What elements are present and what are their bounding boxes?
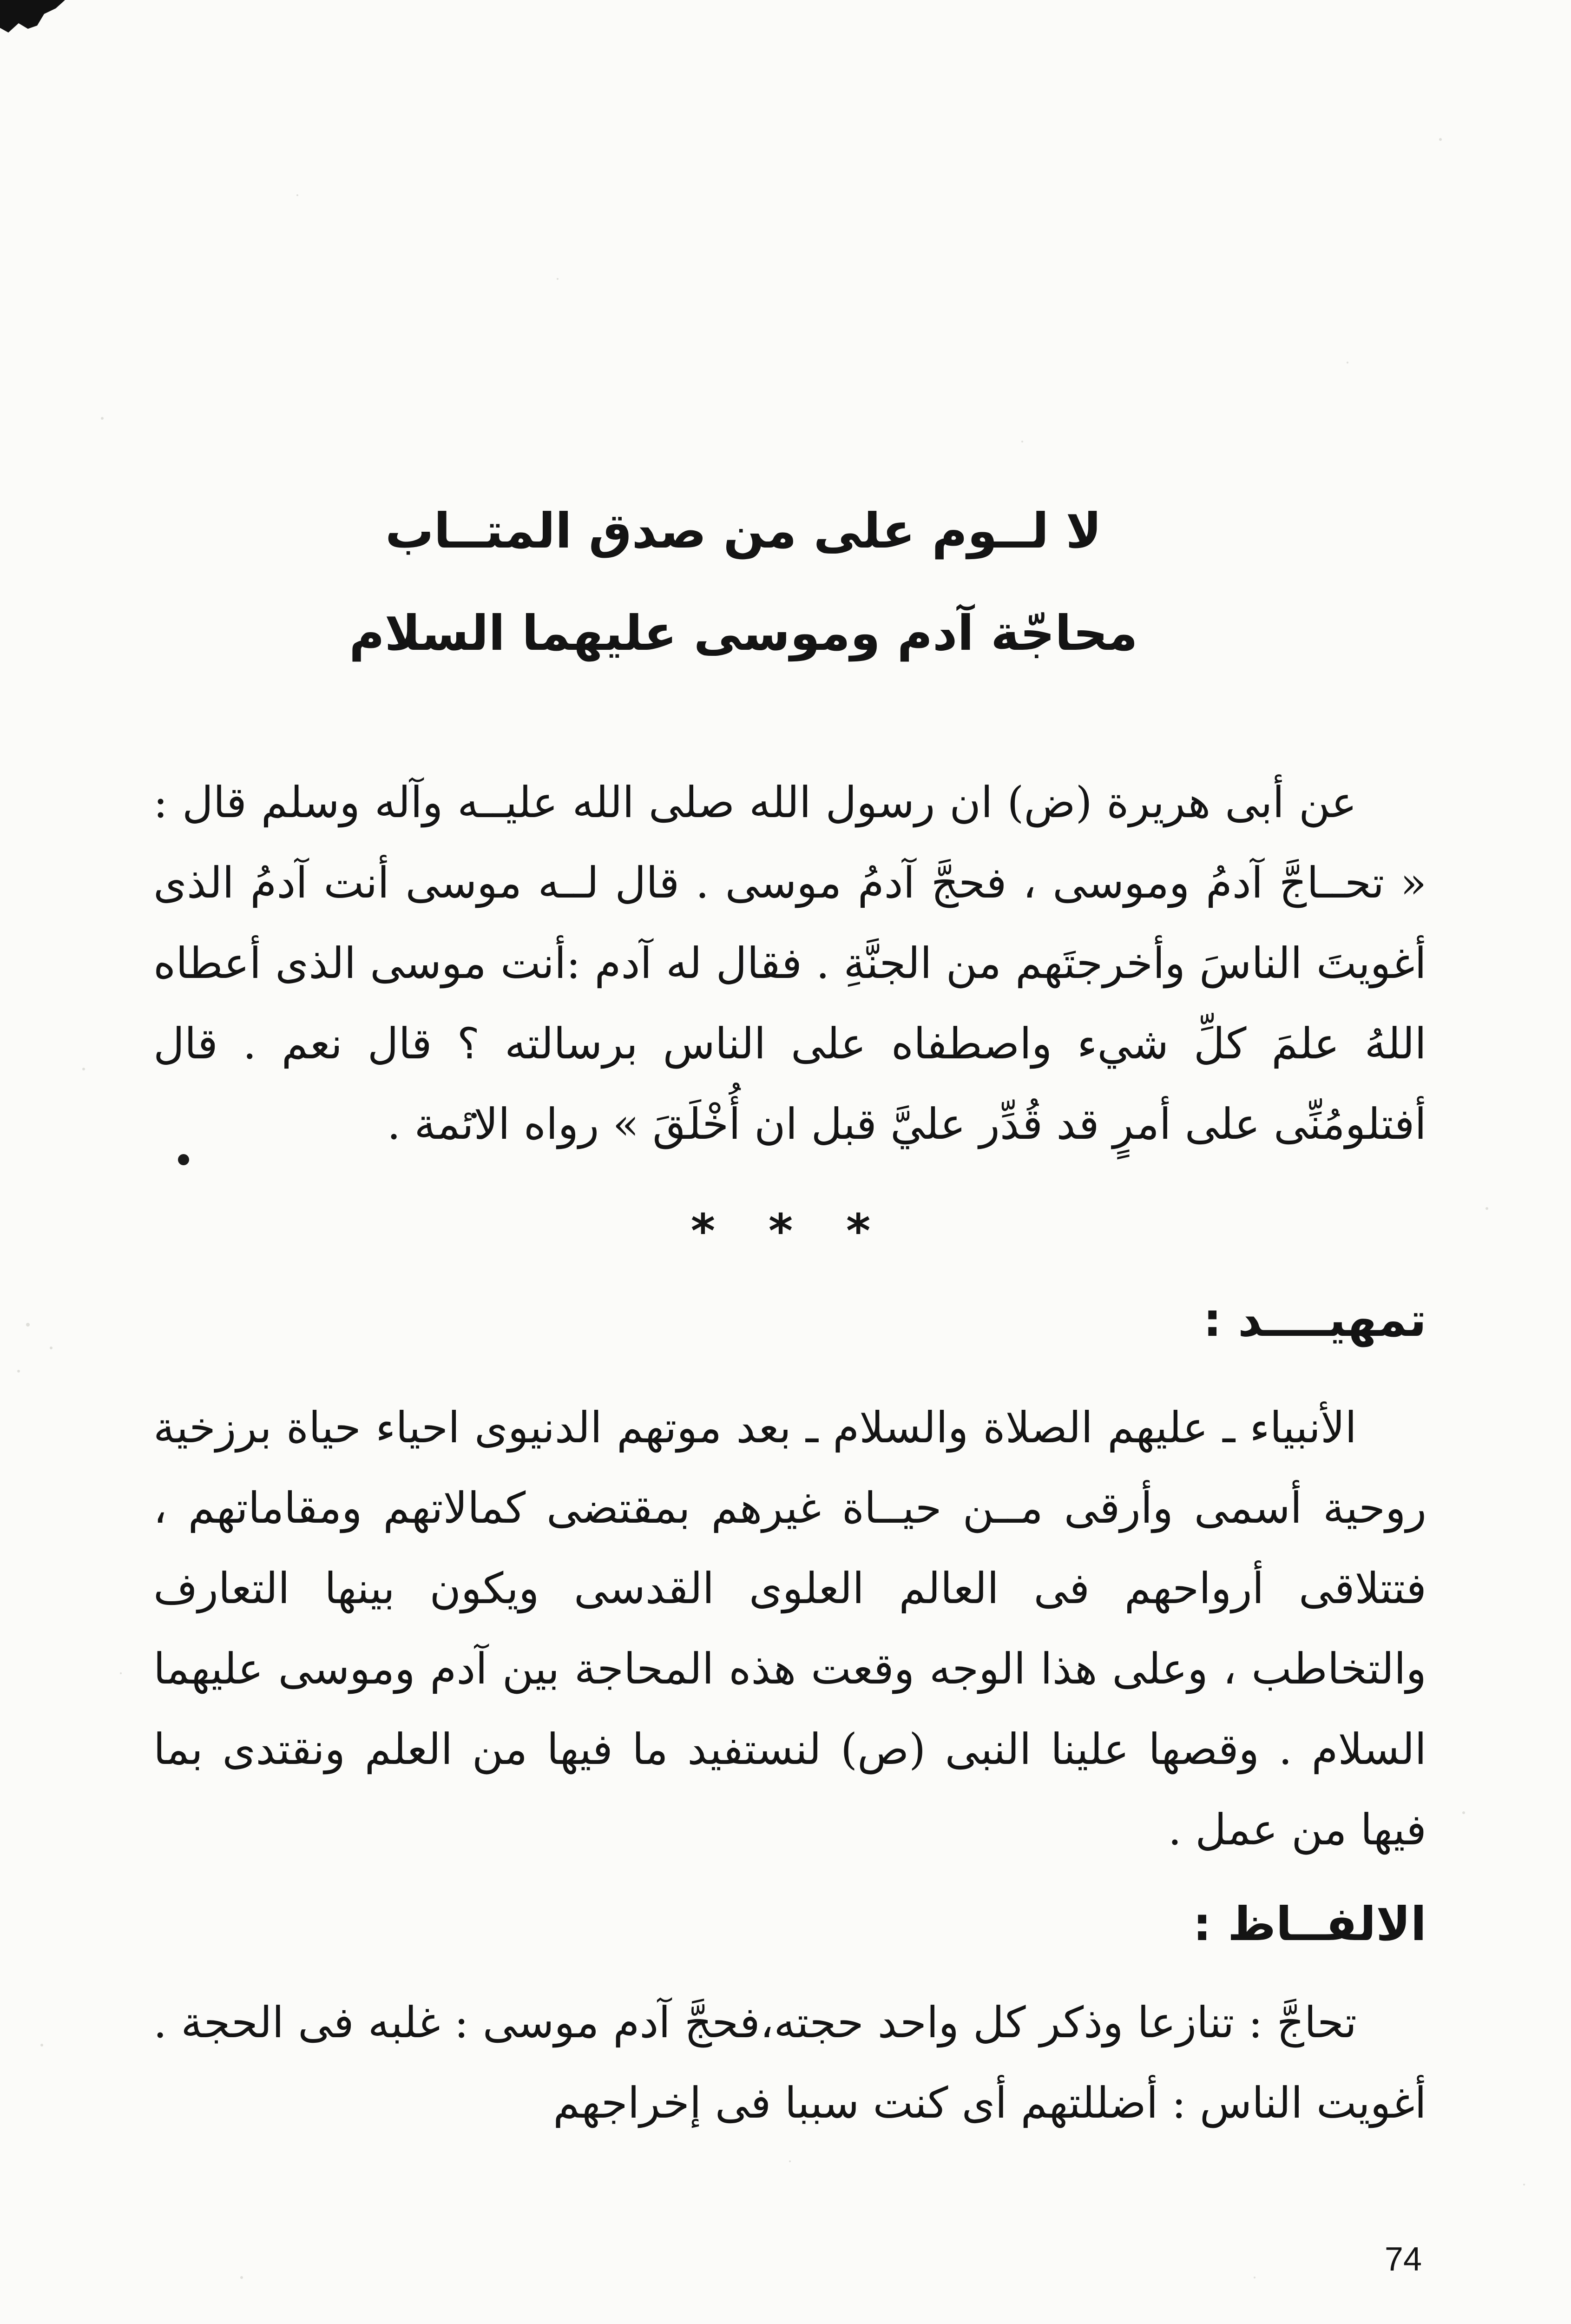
hadith-text: عن أبى هريرة (ض) ان رسول الله صلى الله عليــه وآله وسلم قال : « تحــاجَّ آدمُ وموسى ، فحجَّ آدمُ موسى . قال لــه موسى أنت آدمُ الذى أغويتَ الناسَ وأخرجتَهم من الجنَّةِ . فقال له آدم :أنت موسى الذى أعطاه اللهُ علمَ كلِّ شيء واصطفاه على الناس برسالته ؟ قال نعم . قال أفتلومُنِّى على أمرٍ قد قُدِّر عليَّ قبل ان أُخْلَقَ » رواه الائمة . [153,778,1426,1149]
scan-edge-mark [0,0,65,37]
section-separator: * * * [690,1204,889,1258]
hadith-paragraph [153,762,1426,1164]
vocab-heading: الالفــاظ : [1193,1897,1426,1951]
intro-paragraph [153,1387,1426,1870]
title-line-1: لا لــوم على من صدق المتــاب [385,502,1102,559]
title-line-2: محاجّة آدم وموسى عليهما السلام [349,605,1138,661]
page-number: 74 [1384,2241,1422,2278]
intro-heading: تمهيــــد : [1203,1293,1426,1347]
intro-text: الأنبياء ـ عليهم الصلاة والسلام ـ بعد موتهم الدنيوى احياء حياة برزخية روحية أسمى وأرقى مــن حيــاة غيرهم بمقتضى كمالاتهم ومقاماتهم ، فتتلاقى أرواحهم فى العالم العلوى القدسى ويكون بينها التعارف والتخاطب ، وعلى هذا الوجه وقعت هذه المحاجة بين آدم وموسى عليهما السلام . وقصها علينا النبى (ص) لنستفيد ما فيها من العلم ونقتدى بما فيها من عمل . [153,1403,1426,1855]
vocab-paragraph [153,1982,1426,2143]
vocab-text: تحاجَّ : تنازعا وذكر كل واحد حجته،فحجَّ آدم موسى : غلبه فى الحجة . أغويت الناس : أضللتهم أى كنت سببا فى إخراجهم [153,1998,1426,2128]
